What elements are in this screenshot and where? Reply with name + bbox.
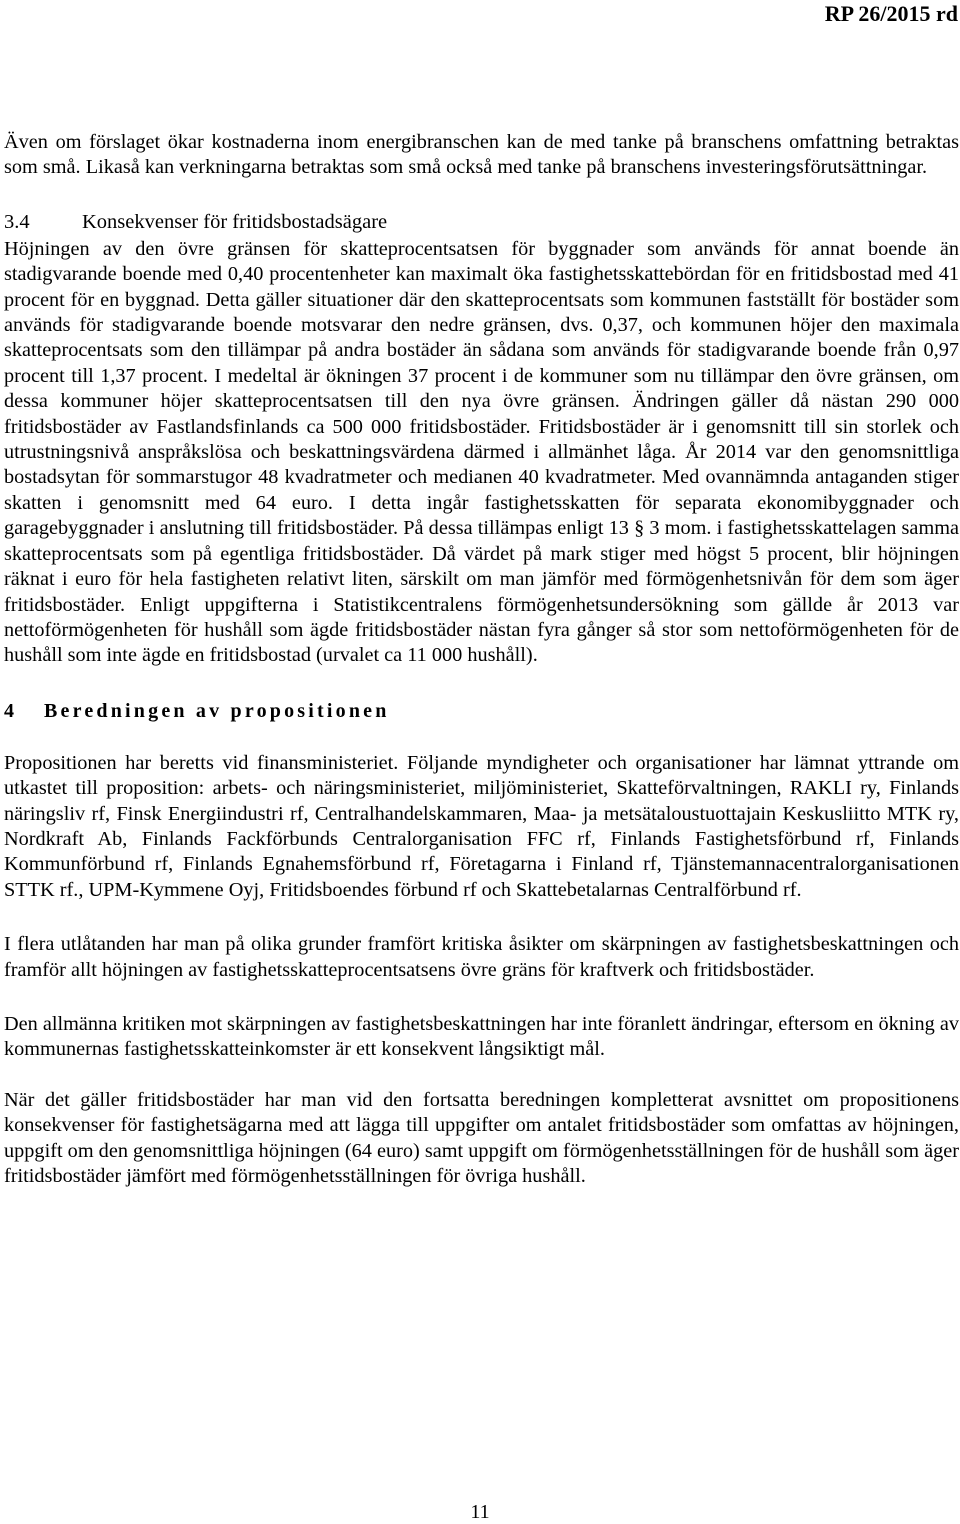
page-number: 11 [470,1501,490,1523]
paragraph-holiday-home-impact: Höjningen av den övre gränsen för skatteprocentsatsen för byggnader som används för annat boende än stadigvarande boende med 0,40 procentenheter kan maximalt öka fastighetsskattebördan för en fritidsbostad med 41 procent för en byggnad. Detta gäller situationer där den skatteprocentsats som kommunen fastställt för bostäder som används för stadigvarande boende motsvarar den nedre gränsen, dvs. 0,37, och kommunen höjer den maximala skatteprocentsats som den tillämpar på andra bostäder än sådana som används för stadigvarande boende från 0,97 procent till 1,37 procent. I medeltal är ökningen 37 procent i de kommuner som nu tillämpar den övre gränsen, om dessa kommuner höjer skatteprocentsatsen till den nya övre gränsen. Ändringen gäller då nästan 290 000 fritidsbostäder av Fastlandsfinlands ca 500 000 fritidsbostäder. Fritidsbostäder är i genomsnitt till sin storlek och utrustningsnivå anspråkslösa och beskattningsvärdena därmed i allmänhet låga. År 2014 var den genomsnittliga bostadsytan för sommarstugor 48 kvadratmeter och medianen 40 kvadratmeter. Med ovannämnda antaganden stiger skatten i genomsnitt med 64 euro. I detta ingår fastighetsskatten för separata ekonomibyggnader och garagebyggnader i anslutning till fritidsbostäder. På dessa tillämpas enligt 13 § 3 mom. i fastighetsskattelagen samma skatteprocentsats som på egentliga fritidsbostäder. Då värdet på mark stiger med högst 5 procent, blir höjningen räknat i euro för hela fastigheten relativt liten, särskilt om man jämför med förmögenhetsnivån för dem som äger fritidsbostäder. Enligt uppgifterna i Statistikcentralens förmögenhetsundersökning som gällde år 2013 var nettoförmögenheten för hushåll som ägde fritidsbostäder nästan fyra gånger så stor som nettoförmögenheten för de hushåll som inte ägde en fritidsbostad (urvalet ca 11 000 hushåll). [4,237,959,667]
page-body [4,130,959,1189]
paragraph-criticism: I flera utlåtanden har man på olika grunder framfört kritiska åsikter om skärpningen av fastighetsbeskattningen och framför allt höjningen av fastighetsskatteprocentsatsens övre gräns för kraftverk och fritidsbostäder. [4,933,959,981]
document-header: RP 26/2015 rd [824,1,958,26]
section-heading-4 [4,696,959,726]
section-number: 3.4 [4,210,30,233]
section-number: 4 [4,699,14,722]
paragraph-further-preparation: När det gäller fritidsbostäder har man vid den fortsatta beredningen kompletterat avsnittet om propositionens konsekvenser för fastighetsägarna med att lägga till uppgifter om antalet fritidsbostäder som omfattas av höjningen, uppgift om den genomsnittliga höjningen (64 euro) samt uppgift om förmögenhetsställningen för de hushåll som äger fritidsbostäder jämfört med förmögenhetsställningen för övriga hushåll. [4,1088,959,1187]
section-title: Beredningen av propositionen [44,699,390,722]
paragraph-energy-impact: Även om förslaget ökar kostnaderna inom energibranschen kan de med tanke på branschens omfattning betraktas som små. Likaså kan verkningarna betraktas som små också med tanke på branschens investeringsförutsättningar. [4,131,959,179]
paragraph-preparation: Propositionen har beretts vid finansministeriet. Följande myndigheter och organisationer har lämnat yttrande om utkastet till proposition: arbets- och näringsministeriet, miljöministeriet, Skatteförvaltningen, RAKLI ry, Finlands näringsliv rf, Finsk Energiindustri rf, Centralhandelskammaren, Maa- ja metsätaloustuottajain Keskusliitto MTK ry, Nordkraft Ab, Finlands Fackförbunds Centralorganisation FFC rf, Finlands Fastighetsförbund rf, Finlands Kommunförbund rf, Finlands Egnahemsförbund rf, Företagarna i Finland rf, Tjänstemannacentralorganisationen STTK rf., UPM-Kymmene Oyj, Fritidsboendes förbund rf och Skattebetalarnas Centralförbund rf. [4,751,959,901]
section-title: Konsekvenser för fritidsbostadsägare [82,210,388,233]
paragraph-general-criticism: Den allmänna kritiken mot skärpningen av fastighetsbeskattningen har inte föranlett ändringar, eftersom en ökning av kommunernas fastighetsskatteinkomster är ett konsekvent långsiktigt mål. [4,1012,959,1061]
section-heading-3-4 [4,207,959,237]
